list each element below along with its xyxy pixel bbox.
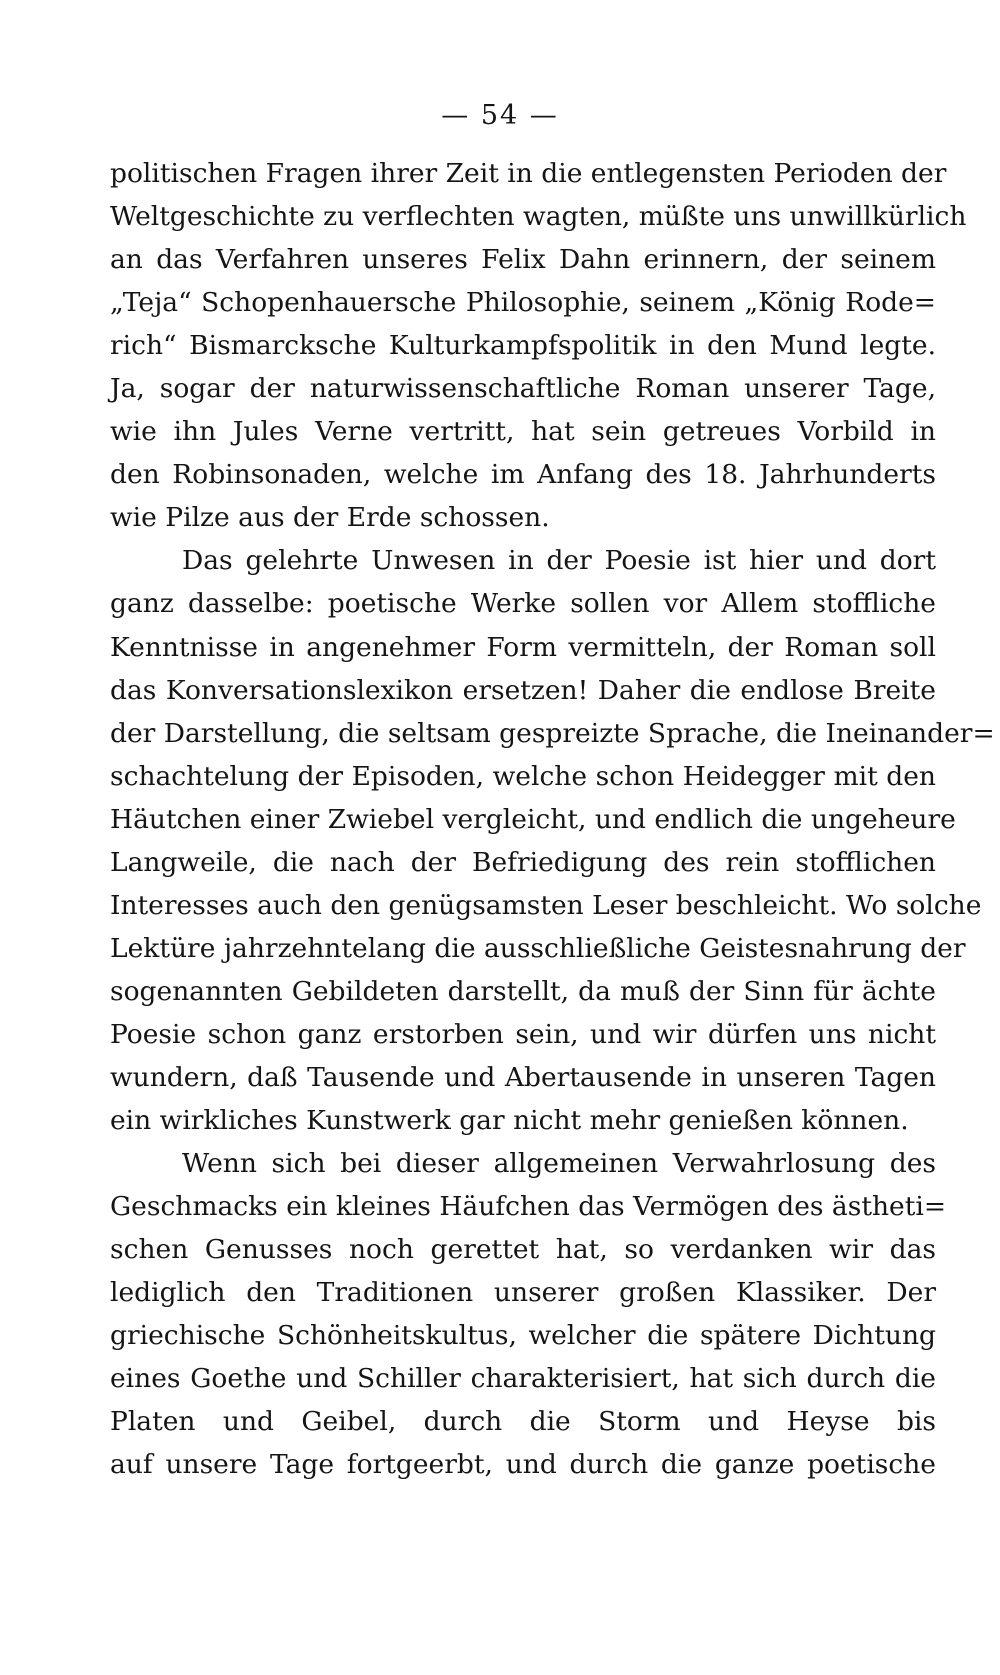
text-line: ein wirkliches Kunstwerk gar nicht mehr genießen können.	[110, 1105, 909, 1137]
text-line: politischen Fragen ihrer Zeit in die entlegensten Perioden der	[110, 158, 947, 189]
text-line: Langweile, die nach der Befriedigung des rein stofflichen	[110, 846, 936, 878]
text-line: sogenannten Gebildeten darstellt, da muß der Sinn für ächte	[110, 975, 936, 1007]
text-line: rich“ Bismarcksche Kulturkampfspolitik in den Mund legte.	[110, 330, 936, 362]
text-line: den Robinsonaden, welche im Anfang des 18. Jahrhunderts	[110, 459, 936, 491]
text-line: Interesses auch den genügsamsten Leser beschleicht. Wo solche	[110, 889, 982, 921]
text-line: wie Pilze aus der Erde schossen.	[110, 502, 550, 534]
text-line: Kenntnisse in angenehmer Form vermitteln, der Roman soll	[110, 631, 936, 663]
text-line: Wenn sich bei dieser allgemeinen Verwahrlosung des	[182, 1148, 936, 1180]
paragraph-3	[110, 1142, 947, 1486]
text-line: Das gelehrte Unwesen in der Poesie ist hier und dort	[182, 545, 936, 577]
text-line: wie ihn Jules Verne vertritt, hat sein getreues Vorbild in	[110, 416, 936, 448]
text-line: wundern, daß Tausende und Abertausende in unseren Tagen	[110, 1061, 936, 1093]
text-line: Lektüre jahrzehntelang die ausschließliche Geistesnahrung der	[110, 932, 966, 964]
text-line: auf unsere Tage fortgeerbt, und durch die ganze poetische	[110, 1449, 936, 1481]
text-line: Platen und Geibel, durch die Storm und Heyse bis	[110, 1406, 936, 1438]
text-line: der Darstellung, die seltsam gespreizte Sprache, die Ineinander=	[110, 717, 995, 749]
text-line: Poesie schon ganz erstorben sein, und wir dürfen uns nicht	[110, 1018, 936, 1050]
text-line: Weltgeschichte zu verflechten wagten, müßte uns unwillkürlich	[110, 201, 967, 233]
text-line: Häutchen einer Zwiebel vergleicht, und endlich die ungeheure	[110, 803, 956, 835]
text-line: das Konversationslexikon ersetzen! Daher die endlose Breite	[110, 674, 936, 706]
text-line: ganz dasselbe: poetische Werke sollen vor Allem stoffliche	[110, 588, 936, 620]
text-line: Ja, sogar der naturwissenschaftliche Roman unserer Tage,	[110, 373, 936, 405]
text-line: Geschmacks ein kleines Häufchen das Vermögen des ästheti=	[110, 1191, 947, 1223]
paragraph-2	[110, 539, 995, 1142]
text-line: schen Genusses noch gerettet hat, so verdanken wir das	[110, 1234, 936, 1266]
body-text	[110, 152, 995, 1486]
page-number: — 54 —	[441, 100, 559, 131]
text-line: „Teja“ Schopenhauersche Philosophie, seinem „König Rode=	[110, 287, 936, 319]
text-line: schachtelung der Episoden, welche schon Heidegger mit den	[110, 760, 936, 792]
text-line: griechische Schönheitskultus, welcher die spätere Dichtung	[110, 1320, 936, 1352]
text-line: lediglich den Traditionen unserer großen Klassiker. Der	[110, 1277, 936, 1309]
text-line: an das Verfahren unseres Felix Dahn erinnern, der seinem	[110, 244, 936, 276]
paragraph-1	[110, 152, 967, 539]
text-line: eines Goethe und Schiller charakterisiert, hat sich durch die	[110, 1363, 936, 1395]
